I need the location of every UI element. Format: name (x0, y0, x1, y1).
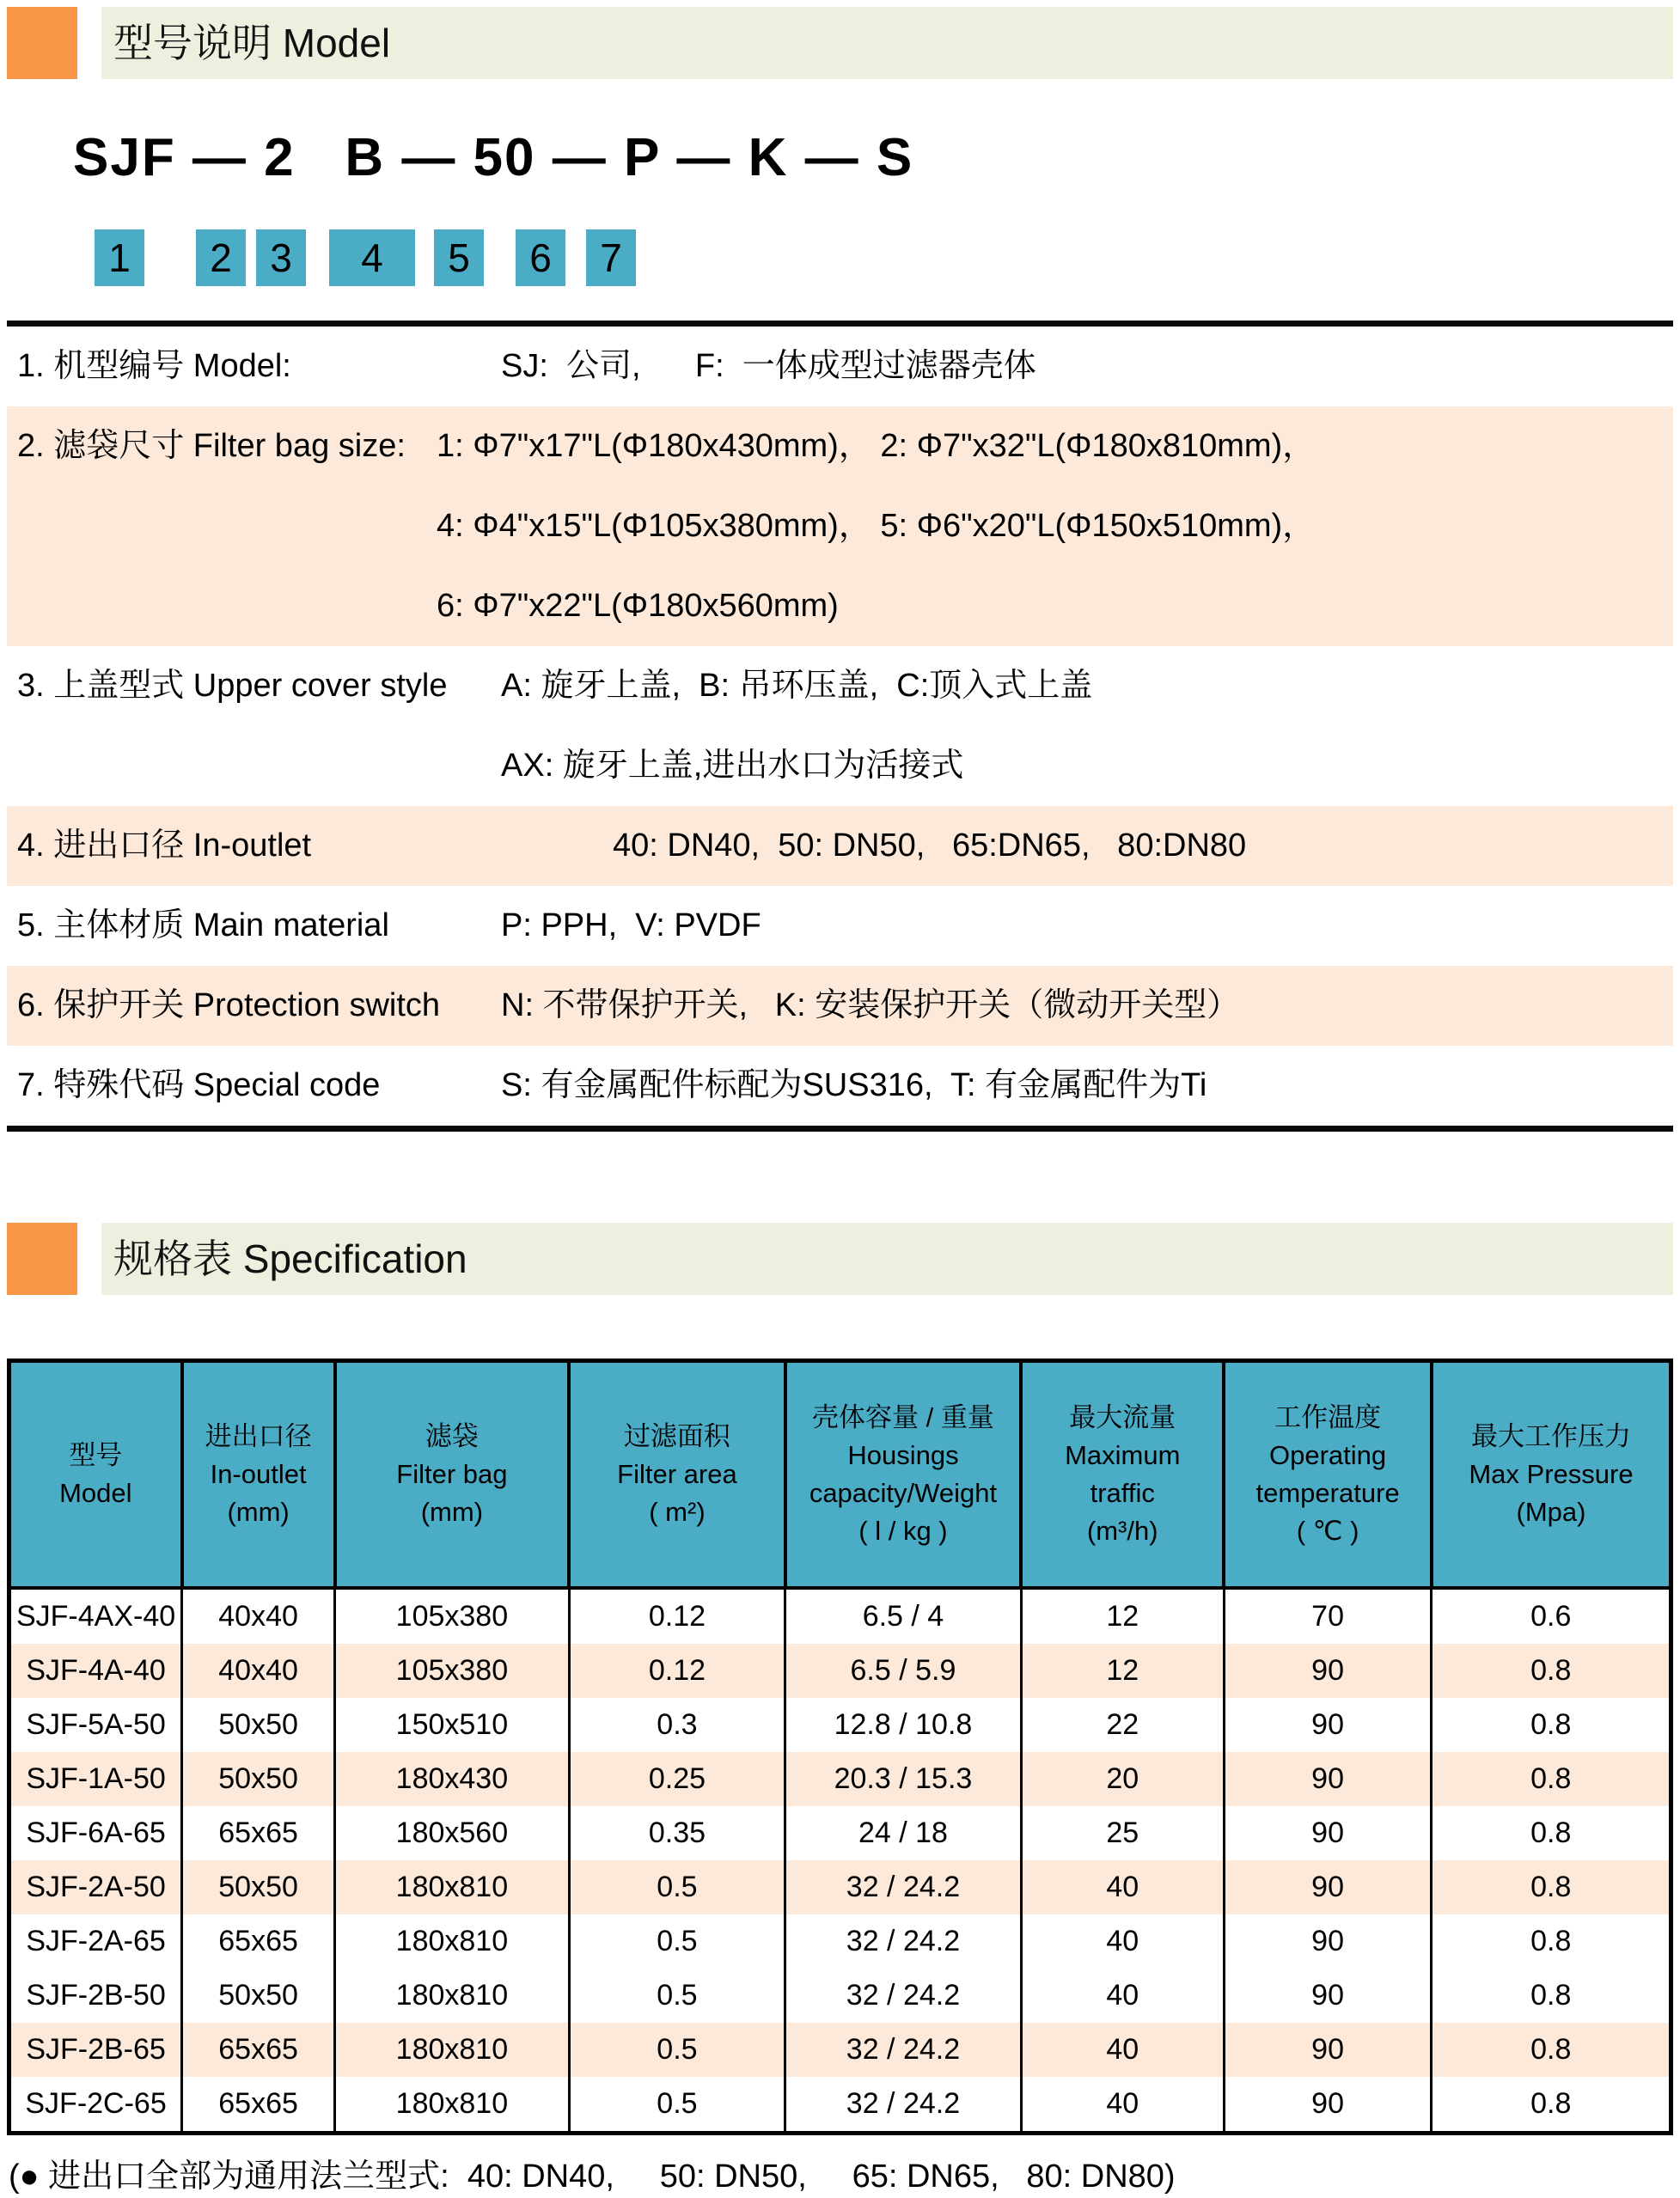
position-box-6: 6 (516, 229, 565, 286)
header-line: Housings (847, 1440, 959, 1470)
model-item-content (501, 886, 1673, 966)
table-cell: SJF-6A-65 (9, 1806, 182, 1860)
banner-spacer (77, 1223, 101, 1295)
table-cell: 0.12 (569, 1644, 785, 1698)
header-line: ( l / kg ) (858, 1516, 948, 1546)
header-line: 过滤面积 (623, 1421, 730, 1451)
flange-footnote: (● 进出口全部为通用法兰型式: 40: DN40, 50: DN50, 65: DN65, 80: DN80) (9, 2158, 1176, 2195)
model-item-line: 40: DN40, 50: DN50, 65:DN65, 80:DN80 (613, 827, 1247, 864)
spec-table-row-SJF-2A-50 (9, 1860, 1671, 1914)
model-item-2 (7, 406, 1673, 646)
divider-line-bottom (7, 1126, 1673, 1132)
spec-table-body (9, 1588, 1671, 2134)
table-cell: 0.12 (569, 1588, 785, 1644)
model-item-4 (7, 806, 1673, 886)
table-cell: 90 (1224, 1644, 1432, 1698)
table-cell: 0.8 (1432, 2077, 1671, 2134)
banner-spacer (77, 7, 101, 79)
spec-col-header-4 (569, 1361, 785, 1589)
model-item-label: 1. 机型编号 Model: (17, 348, 291, 384)
table-cell: 40 (1021, 2077, 1224, 2134)
table-cell: 40x40 (182, 1588, 335, 1644)
table-cell: 50x50 (182, 1860, 335, 1914)
table-cell: 22 (1021, 1698, 1224, 1752)
table-cell: 90 (1224, 1752, 1432, 1806)
model-item-3 (7, 646, 1673, 806)
spec-table (7, 1358, 1673, 2135)
table-cell: 180x810 (335, 2023, 570, 2077)
header-line: Filter bag (396, 1459, 508, 1489)
table-cell: 180x810 (335, 1914, 570, 1969)
table-cell: 180x430 (335, 1752, 570, 1806)
model-item-line: P: PPH, V: PVDF (501, 907, 761, 943)
table-cell: 0.3 (569, 1698, 785, 1752)
header-line: 最大工作压力 (1470, 1421, 1631, 1451)
table-cell: 24 / 18 (785, 1806, 1022, 1860)
spec-table-row-SJF-4A-40 (9, 1644, 1671, 1698)
table-cell: 65x65 (182, 1914, 335, 1969)
spec-table-row-SJF-4AX-40 (9, 1588, 1671, 1644)
divider-line-top (7, 321, 1673, 327)
position-box-4: 4 (329, 229, 415, 286)
table-cell: 90 (1224, 1914, 1432, 1969)
table-cell: 0.5 (569, 2023, 785, 2077)
model-item-line: 1: Φ7"x17"L(Φ180x430mm)， 2: Φ7"x32"L(Φ180x810mm)， (437, 428, 1316, 464)
table-cell: SJF-2B-65 (9, 2023, 182, 2077)
spec-section-title: 规格表 Specification (113, 1236, 467, 1281)
model-code-position-boxes (0, 229, 1680, 286)
spec-table-header-row (9, 1361, 1671, 1589)
table-cell: 0.8 (1432, 1969, 1671, 2023)
table-cell: 0.8 (1432, 1860, 1671, 1914)
table-cell: 0.5 (569, 1969, 785, 2023)
table-cell: 180x810 (335, 1860, 570, 1914)
table-cell: SJF-4AX-40 (9, 1588, 182, 1644)
model-item-1 (7, 327, 1673, 406)
table-cell: 90 (1224, 1806, 1432, 1860)
spec-col-header-2 (182, 1361, 335, 1589)
orange-accent-block (7, 7, 77, 79)
model-item-label: 6. 保护开关 Protection switch (17, 987, 441, 1023)
table-cell: 0.5 (569, 1914, 785, 1969)
spec-table-row-SJF-6A-65 (9, 1806, 1671, 1860)
table-cell: 32 / 24.2 (785, 1914, 1022, 1969)
spec-col-header-8 (1432, 1361, 1671, 1589)
table-cell: 0.35 (569, 1806, 785, 1860)
table-cell: 90 (1224, 1698, 1432, 1752)
header-line: Model (59, 1478, 132, 1508)
header-line: (m³/h) (1086, 1516, 1158, 1546)
table-cell: 65x65 (182, 1806, 335, 1860)
spec-col-header-5 (785, 1361, 1022, 1589)
position-box-5: 5 (434, 229, 484, 286)
table-cell: 20.3 / 15.3 (785, 1752, 1022, 1806)
table-cell: SJF-2B-50 (9, 1969, 182, 2023)
header-line: (mm) (227, 1497, 290, 1527)
header-line: 型号 (69, 1440, 123, 1470)
table-cell: 0.8 (1432, 1914, 1671, 1969)
table-cell: 50x50 (182, 1752, 335, 1806)
model-item-content (437, 406, 1673, 646)
model-section-title: 型号说明 Model (113, 21, 391, 65)
header-line: 最大流量 (1069, 1402, 1176, 1432)
spec-col-header-1 (9, 1361, 182, 1589)
table-cell: 90 (1224, 2023, 1432, 2077)
header-line: traffic (1090, 1478, 1155, 1508)
table-cell: SJF-2A-50 (9, 1860, 182, 1914)
header-line: capacity/Weight (809, 1478, 998, 1508)
table-cell: 0.8 (1432, 1806, 1671, 1860)
header-line: Maximum (1065, 1440, 1181, 1470)
header-line: Filter area (617, 1459, 737, 1489)
table-cell: 12 (1021, 1588, 1224, 1644)
table-cell: 150x510 (335, 1698, 570, 1752)
header-line: 滤袋 (425, 1421, 479, 1451)
spec-table-row-SJF-2A-65 (9, 1914, 1671, 1969)
table-cell: 12.8 / 10.8 (785, 1698, 1022, 1752)
model-item-line: S: 有金属配件标配为SUS316, T: 有金属配件为Ti (501, 1067, 1207, 1103)
spec-table-row-SJF-2B-65 (9, 2023, 1671, 2077)
table-cell: 0.5 (569, 2077, 785, 2134)
header-line: (Mpa) (1516, 1497, 1586, 1527)
header-line: ( m²) (649, 1497, 706, 1527)
table-cell: 40 (1021, 1969, 1224, 2023)
table-cell: 32 / 24.2 (785, 2077, 1022, 2134)
model-explanation-list (7, 327, 1673, 1126)
table-cell: 32 / 24.2 (785, 1969, 1022, 2023)
table-cell: SJF-2A-65 (9, 1914, 182, 1969)
table-cell: 105x380 (335, 1644, 570, 1698)
table-cell: 6.5 / 4 (785, 1588, 1022, 1644)
table-cell: 32 / 24.2 (785, 1860, 1022, 1914)
model-item-5 (7, 886, 1673, 966)
header-line: 进出口径 (205, 1421, 312, 1451)
spec-col-header-3 (335, 1361, 570, 1589)
model-item-line: 6: Φ7"x22"L(Φ180x560mm) (437, 588, 839, 624)
table-cell: 0.25 (569, 1752, 785, 1806)
table-cell: 0.8 (1432, 2023, 1671, 2077)
model-item-line: SJ: 公司, F: 一体成型过滤器壳体 (501, 348, 1036, 384)
table-cell: 90 (1224, 1860, 1432, 1914)
table-cell: 180x810 (335, 2077, 570, 2134)
model-item-label: 4. 进出口径 In-outlet (17, 827, 312, 864)
model-item-line: 4: Φ4"x15"L(Φ105x380mm)， 5: Φ6"x20"L(Φ150x510mm)， (437, 508, 1316, 544)
position-box-2: 2 (196, 229, 246, 286)
table-cell: 20 (1021, 1752, 1224, 1806)
table-cell: 0.5 (569, 1860, 785, 1914)
model-banner-background (101, 7, 1673, 79)
table-cell: 0.8 (1432, 1644, 1671, 1698)
table-cell: SJF-4A-40 (9, 1644, 182, 1698)
table-cell: 180x810 (335, 1969, 570, 2023)
spec-table-row-SJF-1A-50 (9, 1752, 1671, 1806)
position-box-1: 1 (95, 229, 144, 286)
position-box-7: 7 (586, 229, 636, 286)
header-line: ( ℃ ) (1296, 1516, 1359, 1546)
table-cell: 90 (1224, 2077, 1432, 2134)
model-item-content (501, 966, 1673, 1046)
table-cell: 65x65 (182, 2023, 335, 2077)
table-cell: 90 (1224, 1969, 1432, 2023)
table-cell: 12 (1021, 1644, 1224, 1698)
model-item-label: 5. 主体材质 Main material (17, 907, 389, 943)
table-cell: 6.5 / 5.9 (785, 1644, 1022, 1698)
model-item-label: 7. 特殊代码 Special code (17, 1067, 381, 1103)
spec-table-row-SJF-2B-50 (9, 1969, 1671, 2023)
table-cell: 50x50 (182, 1969, 335, 2023)
model-item-label: 2. 滤袋尺寸 Filter bag size: (17, 428, 406, 464)
table-cell: 40 (1021, 2023, 1224, 2077)
model-item-line: A: 旋牙上盖, B: 吊环压盖, C:顶入式上盖 (501, 668, 1093, 704)
table-cell: SJF-2C-65 (9, 2077, 182, 2134)
table-cell: SJF-1A-50 (9, 1752, 182, 1806)
table-cell: 25 (1021, 1806, 1224, 1860)
model-item-line: AX: 旋牙上盖,进出水口为活接式 (501, 748, 964, 784)
table-cell: 40 (1021, 1914, 1224, 1969)
table-cell: 65x65 (182, 2077, 335, 2134)
header-line: 工作温度 (1274, 1402, 1382, 1432)
table-cell: SJF-5A-50 (9, 1698, 182, 1752)
table-cell: 70 (1224, 1588, 1432, 1644)
header-line: In-outlet (210, 1459, 307, 1489)
model-item-content (501, 646, 1673, 806)
model-item-6 (7, 966, 1673, 1046)
header-line: (mm) (420, 1497, 484, 1527)
table-cell: 40 (1021, 1860, 1224, 1914)
model-item-content (613, 806, 1673, 886)
spec-table-row-SJF-5A-50 (9, 1698, 1671, 1752)
header-line: temperature (1255, 1478, 1400, 1508)
spec-col-header-6 (1021, 1361, 1224, 1589)
model-code: SJF — 2 B — 50 — P — K — S (73, 128, 914, 187)
table-cell: 0.8 (1432, 1752, 1671, 1806)
model-item-line: N: 不带保护开关, K: 安装保护开关（微动开关型） (501, 987, 1240, 1023)
header-line: Operating (1269, 1440, 1387, 1470)
spec-col-header-7 (1224, 1361, 1432, 1589)
table-cell: 40x40 (182, 1644, 335, 1698)
table-cell: 180x560 (335, 1806, 570, 1860)
model-item-7 (7, 1046, 1673, 1126)
position-box-3: 3 (256, 229, 306, 286)
orange-accent-block (7, 1223, 77, 1295)
section-header-model (7, 7, 1673, 79)
table-cell: 105x380 (335, 1588, 570, 1644)
model-item-content (501, 1046, 1673, 1126)
spec-table-row-SJF-2C-65 (9, 2077, 1671, 2134)
header-line: 壳体容量 / 重量 (812, 1402, 994, 1432)
model-item-content (501, 327, 1673, 406)
table-cell: 32 / 24.2 (785, 2023, 1022, 2077)
header-line: Max Pressure (1469, 1459, 1634, 1489)
spec-banner-background (101, 1223, 1673, 1295)
table-cell: 0.6 (1432, 1588, 1671, 1644)
table-cell: 50x50 (182, 1698, 335, 1752)
table-cell: 0.8 (1432, 1698, 1671, 1752)
section-header-specification (7, 1223, 1673, 1295)
model-item-label: 3. 上盖型式 Upper cover style (17, 668, 448, 704)
